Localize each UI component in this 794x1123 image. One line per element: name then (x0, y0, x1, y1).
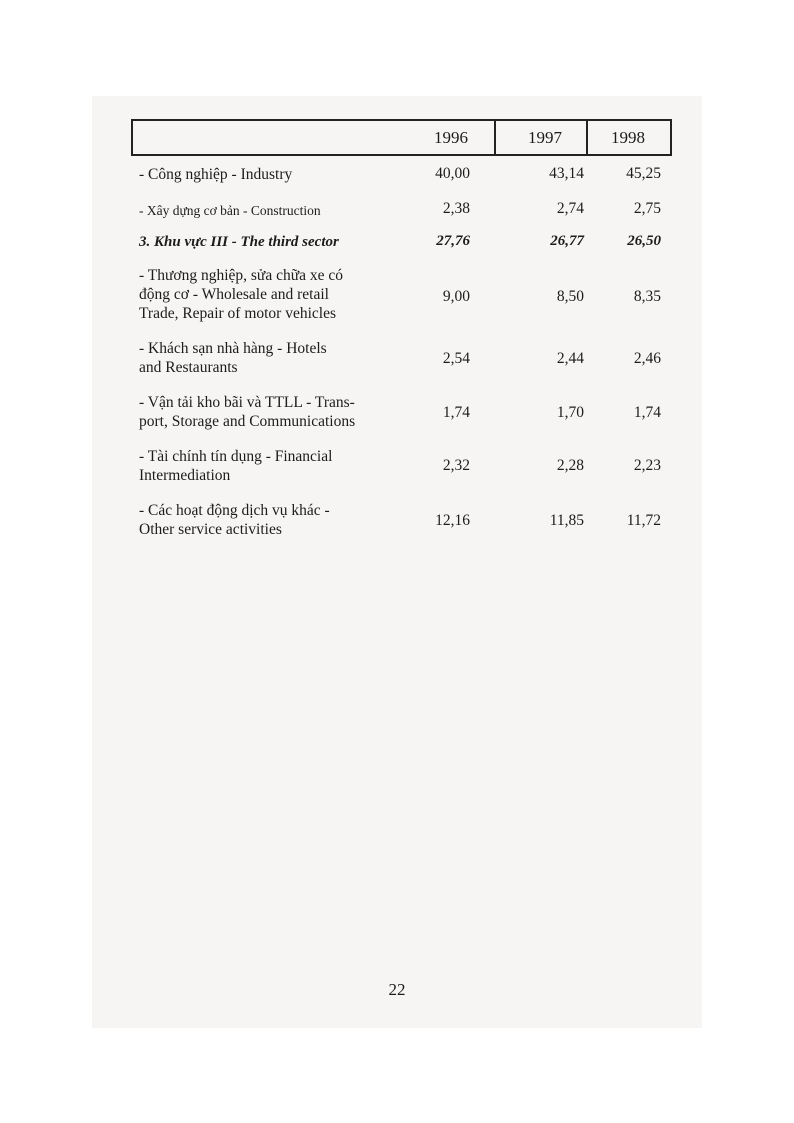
row-label (139, 393, 399, 431)
value-1997: 1,70 (556, 404, 584, 421)
value-1996: 2,32 (442, 457, 470, 474)
column-header-1997: 1997 (528, 128, 562, 147)
row-label (139, 266, 399, 323)
row-label (139, 339, 399, 377)
row-label-line: - Tài chính tín dụng - Financial (139, 448, 333, 465)
value-1996: 1,74 (442, 404, 470, 421)
value-1996: 2,54 (442, 350, 470, 367)
column-header-1998: 1998 (611, 128, 645, 147)
value-1996: 12,16 (435, 512, 470, 529)
row-label: 3. Khu vực III - The third sector (139, 234, 339, 250)
value-1996: 2,38 (442, 200, 470, 217)
value-1998: 1,74 (633, 404, 661, 421)
row-label-line: Trade, Repair of motor vehicles (139, 305, 337, 322)
row-label (139, 501, 399, 539)
value-1998: 26,50 (627, 233, 661, 249)
row-label-line: Intermediation (139, 467, 231, 484)
row-label (139, 447, 399, 485)
column-divider (494, 121, 496, 154)
column-header-1996: 1996 (434, 128, 468, 147)
row-label-line: động cơ - Wholesale and retail (139, 286, 329, 303)
value-1998: 2,23 (633, 457, 661, 474)
row-label: - Công nghiệp - Industry (139, 166, 293, 183)
row-label: - Xây dựng cơ bản - Construction (139, 203, 321, 218)
value-1997: 43,14 (549, 165, 584, 182)
row-label-line: - Thương nghiệp, sửa chữa xe có (139, 267, 343, 284)
value-1996: 40,00 (435, 165, 470, 182)
value-1996: 27,76 (436, 233, 470, 249)
page-number: 22 (388, 980, 406, 999)
value-1998: 8,35 (633, 288, 661, 305)
row-label-line: - Vận tải kho bãi và TTLL - Trans- (139, 394, 355, 411)
row-label-line: - Các hoạt động dịch vụ khác - (139, 502, 330, 519)
value-1998: 45,25 (626, 165, 661, 182)
value-1997: 8,50 (556, 288, 584, 305)
row-label-line: and Restaurants (139, 359, 238, 376)
row-label-line: - Khách sạn nhà hàng - Hotels (139, 340, 327, 357)
value-1997: 2,44 (556, 350, 584, 367)
value-1998: 2,46 (633, 350, 661, 367)
value-1997: 2,28 (556, 457, 584, 474)
value-1997: 26,77 (550, 233, 584, 249)
table-header (131, 119, 672, 156)
row-label-line: port, Storage and Communications (139, 413, 356, 430)
value-1997: 2,74 (556, 200, 584, 217)
value-1998: 11,72 (626, 512, 661, 529)
value-1998: 2,75 (633, 200, 661, 217)
value-1997: 11,85 (549, 512, 584, 529)
value-1996: 9,00 (442, 288, 470, 305)
row-label-line: Other service activities (139, 521, 282, 538)
